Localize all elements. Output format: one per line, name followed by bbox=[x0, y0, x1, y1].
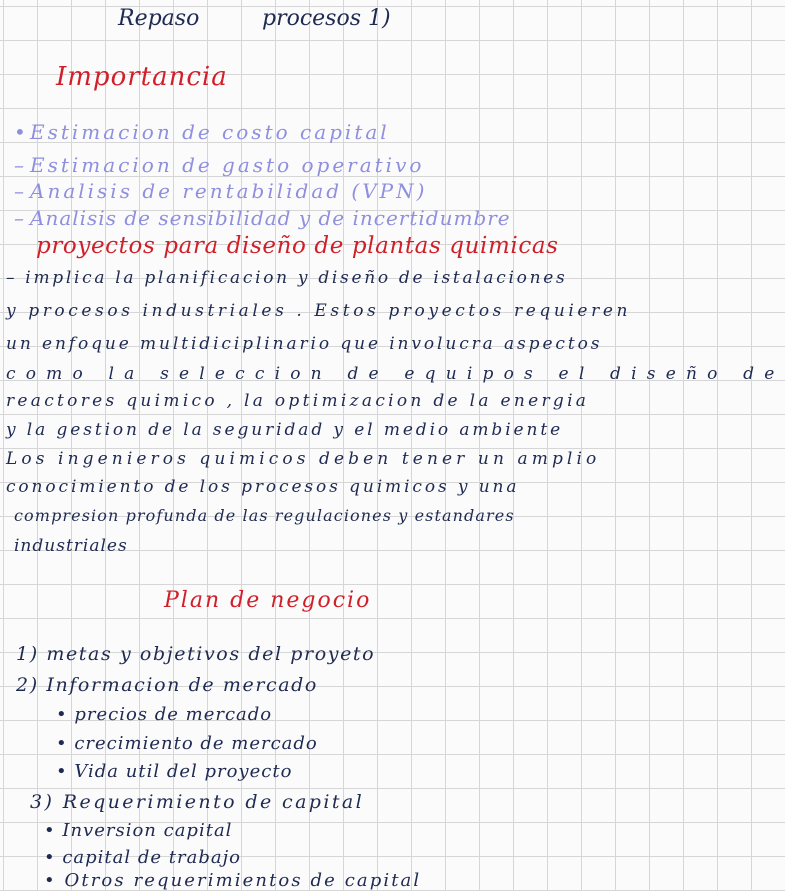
proyectos-line-8: conocimiento de los procesos quimicos y una bbox=[6, 477, 520, 497]
importancia-item-2 bbox=[14, 155, 424, 175]
proyectos-line-4: como la seleccion de equipos el diseño de bbox=[6, 364, 785, 384]
proyectos-line-6: y la gestion de la seguridad y el medio ambiente bbox=[6, 420, 564, 440]
importancia-item-text: Analisis de rentabilidad (VPN) bbox=[30, 179, 428, 203]
dash-marker: – bbox=[14, 179, 27, 203]
plan-subitem-2: • crecimiento de mercado bbox=[56, 733, 318, 754]
proyectos-title: proyectos para diseño de plantas quimicas bbox=[36, 233, 559, 259]
plan-title: Plan de negocio bbox=[164, 588, 372, 613]
importancia-item-text: Estimacion de costo capital bbox=[30, 120, 390, 144]
plan-subitem-3: • Vida util del proyecto bbox=[56, 761, 293, 782]
plan-item-2: 2) Informacion de mercado bbox=[16, 674, 318, 696]
plan-subitem-5: • capital de trabajo bbox=[44, 847, 242, 868]
dash-marker: – bbox=[14, 153, 27, 177]
plan-item-1: 1) metas y objetivos del proyeto bbox=[16, 643, 376, 665]
plan-subitem-6: • Otros requerimientos de capital bbox=[44, 870, 422, 891]
importancia-item-3 bbox=[14, 181, 427, 201]
importancia-title: Importancia bbox=[56, 62, 228, 92]
dash-marker: – bbox=[14, 206, 25, 230]
importancia-item-text: Analisis de sensibilidad y de incertidumbre bbox=[30, 206, 511, 230]
importancia-item-4 bbox=[14, 208, 511, 228]
bullet-marker: • bbox=[14, 120, 29, 144]
proyectos-line-1: – implica la planificacion y diseño de istalaciones bbox=[6, 268, 568, 288]
proyectos-line-7: Los ingenieros quimicos deben tener un amplio bbox=[6, 449, 601, 469]
proyectos-line-9: compresion profunda de las regulaciones y estandares bbox=[14, 506, 515, 525]
proyectos-line-3: un enfoque multidiciplinario que involucra aspectos bbox=[6, 334, 603, 354]
importancia-item-text: Estimacion de gasto operativo bbox=[30, 153, 425, 177]
plan-subitem-4: • Inversion capital bbox=[44, 820, 233, 841]
proyectos-line-2: y procesos industriales . Estos proyectos requieren bbox=[6, 301, 632, 321]
plan-item-3: 3) Requerimiento de capital bbox=[30, 791, 365, 813]
proyectos-line-5: reactores quimico , la optimizacion de la energia bbox=[6, 391, 590, 411]
importancia-item-1 bbox=[14, 122, 390, 142]
header-right: procesos 1) bbox=[262, 6, 391, 31]
plan-subitem-1: • precios de mercado bbox=[56, 704, 273, 725]
header-left: Repaso bbox=[118, 6, 200, 31]
proyectos-line-10: industriales bbox=[14, 536, 128, 556]
